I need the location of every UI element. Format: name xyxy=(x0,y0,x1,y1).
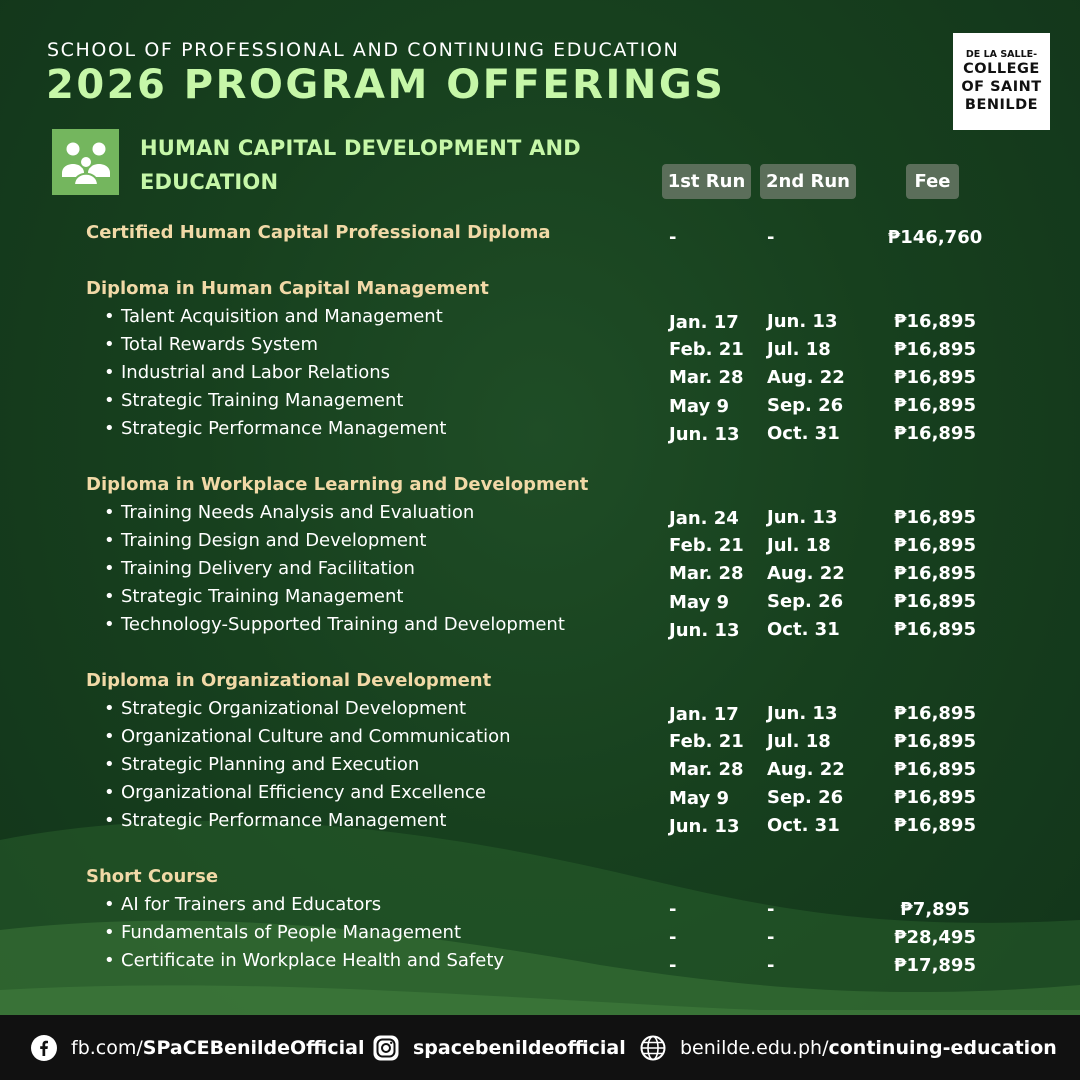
website-prefix: benilde.edu.ph/ xyxy=(680,1036,829,1059)
first-run-date: Jan. 17 xyxy=(669,704,739,725)
first-run-date: Feb. 21 xyxy=(669,535,744,556)
instagram-link[interactable] xyxy=(373,1015,626,1080)
first-run-date: May 9 xyxy=(669,396,730,417)
course-fee: ₱16,895 xyxy=(894,535,976,556)
course-fee: ₱16,895 xyxy=(894,591,976,612)
course-fee: ₱17,895 xyxy=(894,955,976,976)
course-fee: ₱16,895 xyxy=(894,815,976,836)
course-fee: ₱16,895 xyxy=(894,311,976,332)
course-fee: ₱16,895 xyxy=(894,395,976,416)
course-item: • Strategic Planning and Execution xyxy=(104,754,420,775)
course-fee: ₱16,895 xyxy=(894,507,976,528)
course-fee: ₱7,895 xyxy=(900,899,970,920)
program-title: Certified Human Capital Professional Diploma xyxy=(86,222,551,243)
first-run-date: Feb. 21 xyxy=(669,339,744,360)
course-item: • Organizational Culture and Communication xyxy=(104,726,511,747)
people-group-icon xyxy=(52,129,119,195)
first-run-date: May 9 xyxy=(669,592,730,613)
second-run-date: Jun. 13 xyxy=(767,507,838,528)
course-item: • Fundamentals of People Management xyxy=(104,922,462,943)
header-kicker: SCHOOL OF PROFESSIONAL AND CONTINUING EDUCATION xyxy=(47,39,680,61)
second-run-date: - xyxy=(767,227,775,248)
facebook-handle: SPaCEBenildeOfficial xyxy=(142,1036,365,1059)
logo-line1: DE LA SALLE- xyxy=(965,49,1038,60)
course-name: Organizational Culture and Communication xyxy=(121,726,511,747)
course-item: • Total Rewards System xyxy=(104,334,319,355)
course-name: Certificate in Workplace Health and Safety xyxy=(121,950,505,971)
second-run-date: Sep. 26 xyxy=(767,787,844,808)
second-run-date: Aug. 22 xyxy=(767,759,845,780)
course-name: Strategic Organizational Development xyxy=(121,698,467,719)
second-run-date: Aug. 22 xyxy=(767,367,845,388)
category-title-line2: EDUCATION xyxy=(140,170,279,194)
course-fee: ₱16,895 xyxy=(894,703,976,724)
website-link[interactable] xyxy=(640,1015,1057,1080)
course-item: • Strategic Training Management xyxy=(104,390,404,411)
course-item: • Strategic Training Management xyxy=(104,586,404,607)
first-run-date: Jun. 13 xyxy=(669,424,740,445)
course-fee: ₱16,895 xyxy=(894,423,976,444)
first-run-date: - xyxy=(669,927,677,948)
course-fee: ₱16,895 xyxy=(894,759,976,780)
instagram-handle: spacebenildeofficial xyxy=(413,1036,626,1059)
second-run-date: Jun. 13 xyxy=(767,703,838,724)
column-header-first-run: 1st Run xyxy=(662,164,751,199)
course-item: • Organizational Efficiency and Excellence xyxy=(104,782,486,803)
first-run-date: Feb. 21 xyxy=(669,731,744,752)
first-run-date: - xyxy=(669,227,677,248)
second-run-date: Jul. 18 xyxy=(767,339,831,360)
first-run-date: - xyxy=(669,955,677,976)
course-item: • Training Delivery and Facilitation xyxy=(104,558,415,579)
second-run-date: Oct. 31 xyxy=(767,815,840,836)
course-item: • Strategic Performance Management xyxy=(104,810,447,831)
course-item: • Training Design and Development xyxy=(104,530,427,551)
second-run-date: Jul. 18 xyxy=(767,535,831,556)
course-fee: ₱28,495 xyxy=(894,927,976,948)
first-run-date: Jan. 24 xyxy=(669,508,739,529)
logo-line3: OF SAINT xyxy=(961,79,1042,95)
facebook-link[interactable] xyxy=(31,1015,364,1080)
second-run-date: Jun. 13 xyxy=(767,311,838,332)
first-run-date: - xyxy=(669,899,677,920)
logo-line4: BENILDE xyxy=(964,97,1039,113)
course-fee: ₱16,895 xyxy=(894,731,976,752)
course-item: • Industrial and Labor Relations xyxy=(104,362,391,383)
second-run-date: - xyxy=(767,899,775,920)
course-name: Training Design and Development xyxy=(121,530,427,551)
course-fee: ₱16,895 xyxy=(894,619,976,640)
course-item: • Talent Acquisition and Management xyxy=(104,306,443,327)
program-title: Diploma in Human Capital Management xyxy=(86,278,489,299)
course-name: Strategic Performance Management xyxy=(121,810,447,831)
instagram-icon xyxy=(373,1035,399,1061)
program-title: Diploma in Workplace Learning and Development xyxy=(86,474,589,495)
program-fee: ₱146,760 xyxy=(887,227,983,248)
course-name: Training Needs Analysis and Evaluation xyxy=(121,502,475,523)
first-run-date: Mar. 28 xyxy=(669,563,744,584)
course-name: Fundamentals of People Management xyxy=(121,922,462,943)
facebook-prefix: fb.com/ xyxy=(71,1036,143,1059)
first-run-date: Jan. 17 xyxy=(669,312,739,333)
second-run-date: - xyxy=(767,955,775,976)
program-title: Diploma in Organizational Development xyxy=(86,670,492,691)
course-name: Strategic Performance Management xyxy=(121,418,447,439)
course-fee: ₱16,895 xyxy=(894,563,976,584)
course-name: Total Rewards System xyxy=(121,334,319,355)
course-item: • Training Needs Analysis and Evaluation xyxy=(104,502,475,523)
second-run-date: - xyxy=(767,927,775,948)
course-name: Talent Acquisition and Management xyxy=(121,306,443,327)
course-item: • AI for Trainers and Educators xyxy=(104,894,382,915)
course-name: AI for Trainers and Educators xyxy=(121,894,382,915)
course-fee: ₱16,895 xyxy=(894,339,976,360)
course-name: Technology-Supported Training and Development xyxy=(121,614,565,635)
first-run-date: Jun. 13 xyxy=(669,816,740,837)
course-item: • Certificate in Workplace Health and Safety xyxy=(104,950,505,971)
second-run-date: Sep. 26 xyxy=(767,591,844,612)
footer-bar xyxy=(0,1015,1080,1080)
category-title xyxy=(140,131,660,199)
logo-line2: COLLEGE xyxy=(963,61,1040,77)
second-run-date: Aug. 22 xyxy=(767,563,845,584)
course-fee: ₱16,895 xyxy=(894,787,976,808)
second-run-date: Oct. 31 xyxy=(767,423,840,444)
course-name: Strategic Training Management xyxy=(121,390,404,411)
facebook-icon xyxy=(31,1035,57,1061)
second-run-date: Sep. 26 xyxy=(767,395,844,416)
course-item: • Strategic Performance Management xyxy=(104,418,447,439)
column-header-fee: Fee xyxy=(906,164,959,199)
first-run-date: Mar. 28 xyxy=(669,367,744,388)
course-name: Organizational Efficiency and Excellence xyxy=(121,782,486,803)
second-run-date: Jul. 18 xyxy=(767,731,831,752)
category-title-line1: HUMAN CAPITAL DEVELOPMENT AND xyxy=(140,136,581,160)
course-name: Strategic Training Management xyxy=(121,586,404,607)
column-header-second-run: 2nd Run xyxy=(760,164,856,199)
program-title: Short Course xyxy=(86,866,219,887)
website-path: continuing-education xyxy=(828,1036,1057,1059)
course-name: Training Delivery and Facilitation xyxy=(121,558,415,579)
page-title: 2026 PROGRAM OFFERINGS xyxy=(46,62,726,108)
first-run-date: Jun. 13 xyxy=(669,620,740,641)
first-run-date: Mar. 28 xyxy=(669,759,744,780)
course-item: • Strategic Organizational Development xyxy=(104,698,467,719)
globe-icon xyxy=(640,1035,666,1061)
second-run-date: Oct. 31 xyxy=(767,619,840,640)
course-name: Strategic Planning and Execution xyxy=(121,754,420,775)
college-logo xyxy=(953,33,1050,130)
course-name: Industrial and Labor Relations xyxy=(121,362,391,383)
course-item: • Technology-Supported Training and Development xyxy=(104,614,565,635)
course-fee: ₱16,895 xyxy=(894,367,976,388)
first-run-date: May 9 xyxy=(669,788,730,809)
